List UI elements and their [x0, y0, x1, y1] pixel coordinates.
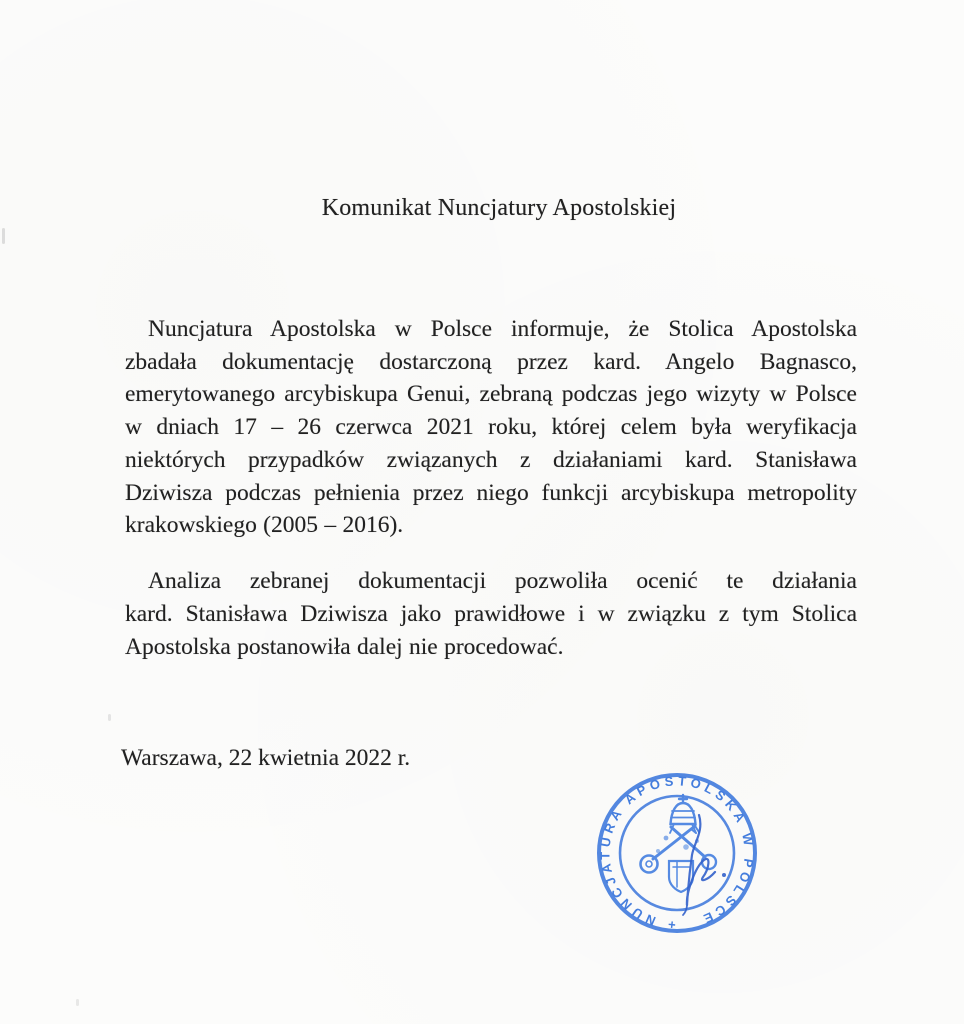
paragraph-2-line: Apostolska postanowiła dalej nie procedować. [125, 633, 564, 660]
paragraph-1-line: krakowskiego (2005 – 2016). [125, 512, 404, 539]
paragraph-1-line: Dziwisza podczas pełnienia przez niego funkcji arcybiskupa metropolity [125, 479, 857, 506]
paragraph-1-line: w dniach 17 – 26 czerwca 2021 roku, której celem była weryfikacja [125, 414, 857, 441]
scan-artifact [2, 228, 5, 244]
scan-artifact [76, 999, 79, 1006]
place-and-date-line: Warszawa, 22 kwietnia 2022 r. [121, 745, 411, 771]
scan-artifact [108, 714, 111, 721]
seal-inner-circle-icon [620, 796, 734, 910]
nunciature-seal-stamp [587, 763, 767, 943]
document-title: Komunikat Nuncjatury Apostolskiej [321, 195, 677, 221]
document-body [125, 313, 857, 687]
paragraph-2-line: Analiza zebranej dokumentacji pozwoliła ocenić te działania [148, 568, 857, 595]
papal-coat-of-arms-icon [641, 795, 717, 892]
paragraph-1-line: emerytowanego arcybiskupa Genui, zebraną podczas jego wizyty w Polsce [125, 381, 857, 408]
paragraph-2-line: kard. Stanisława Dziwisza jako prawidłowe i w związku z tym Stolica [125, 601, 857, 628]
paragraph-1-line: niektórych przypadków związanych z działaniami kard. Stanisława [125, 446, 857, 473]
seal-ring-text: + NUNCJATURA APOSTOLSKA W POLSCE [597, 773, 757, 933]
paragraph-1-line: Nuncjatura Apostolska w Polsce informuje, że Stolica Apostolska [148, 316, 857, 342]
paragraph-1-line: zbadała dokumentację dostarczoną przez kard. Angelo Bagnasco, [125, 348, 857, 375]
